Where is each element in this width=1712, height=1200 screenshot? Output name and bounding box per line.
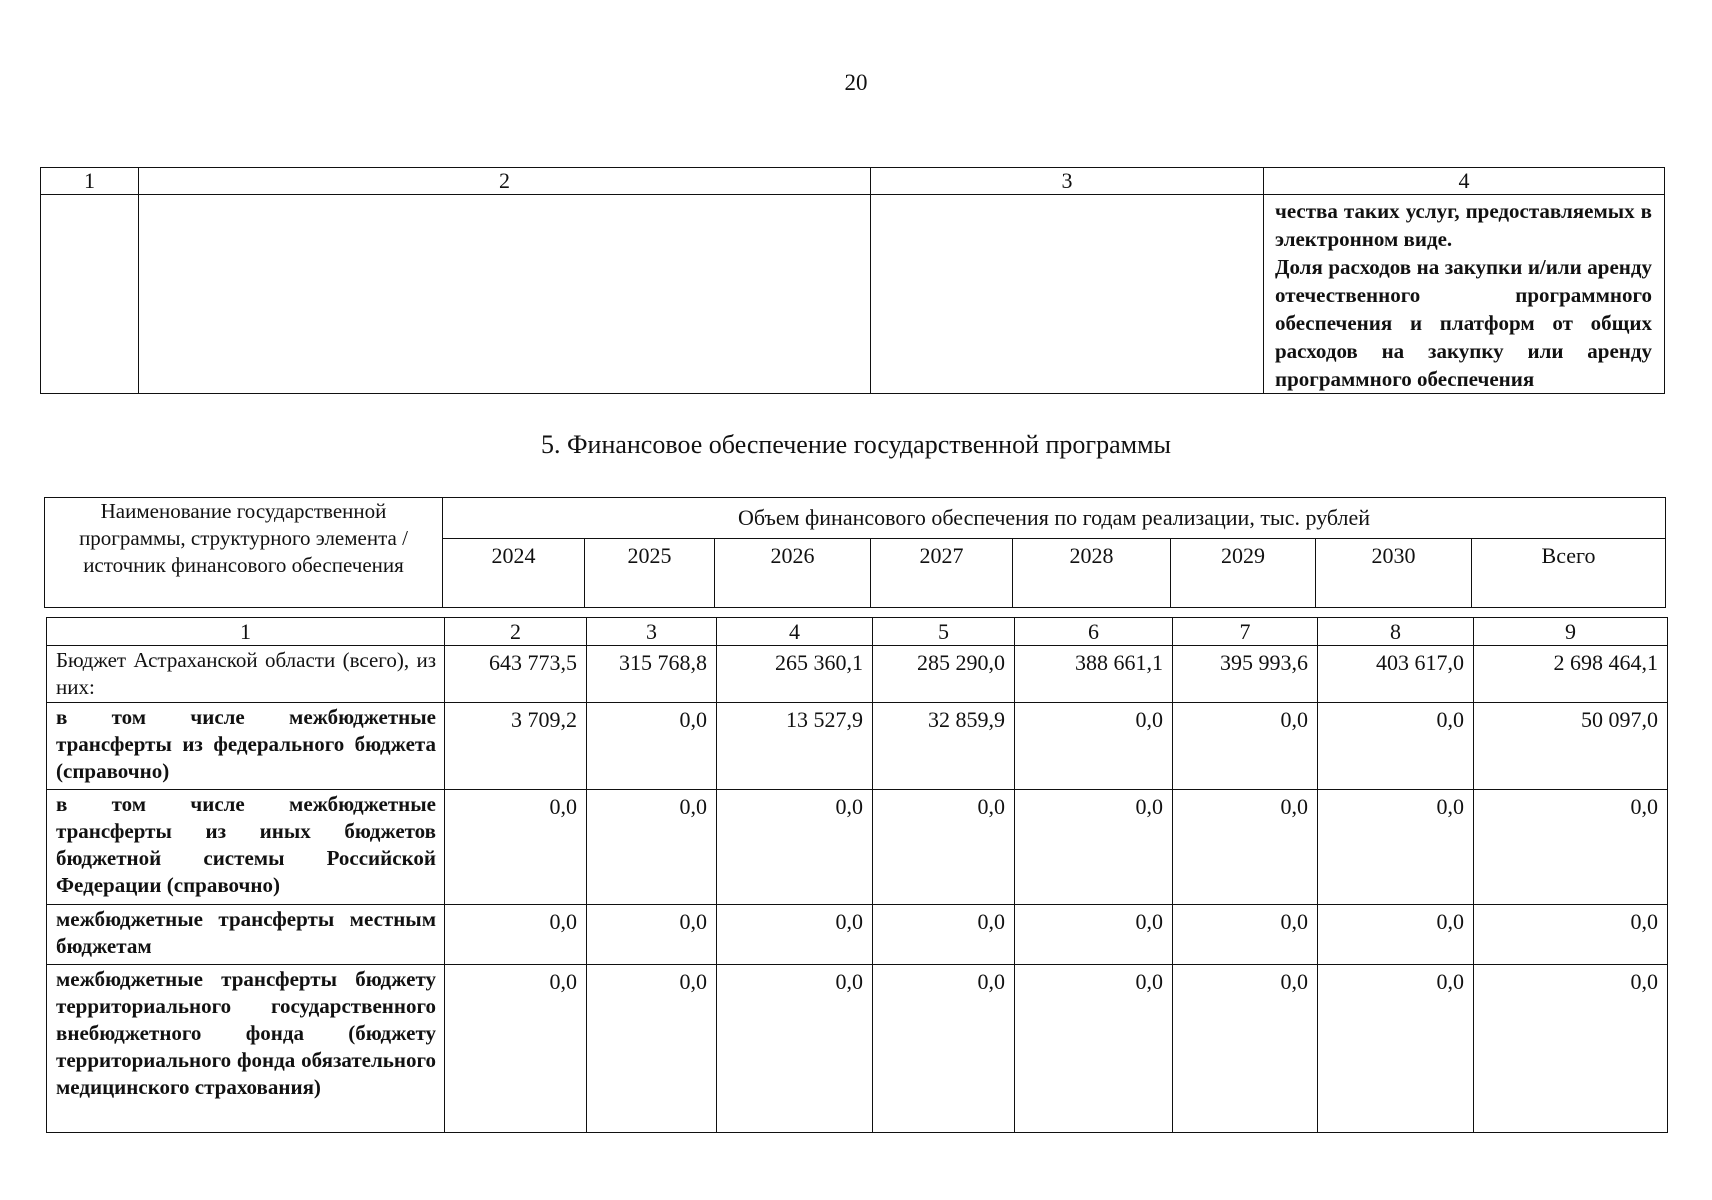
value-cell: 0,0: [1173, 905, 1318, 965]
continuation-row: [41, 195, 1665, 394]
indicator-text: Доля расходов на закупки и/или аренду отечественного программного обеспечения и платформ от общих расходов на закупку или аренду программного обеспечения: [1275, 255, 1652, 391]
section-heading: 5. Финансовое обеспечение государственной программы: [540, 430, 1172, 459]
row-label: в том числе межбюджетные трансферты из федерального бюджета (справочно): [47, 703, 445, 790]
year-header: 2027: [871, 539, 1013, 608]
column-number: 3: [587, 618, 717, 646]
value-cell: 643 773,5: [445, 646, 587, 703]
table-row: [47, 703, 1668, 790]
value-cell: 0,0: [873, 965, 1015, 1133]
indicator-text-fragment: чества таких услуг, предоставляемых в электронном виде.: [1275, 199, 1652, 251]
value-cell: 0,0: [1318, 905, 1474, 965]
value-cell: 50 097,0: [1474, 703, 1668, 790]
column-number: 2: [445, 618, 587, 646]
column-number-row: [41, 168, 1665, 195]
table-row: [47, 646, 1668, 703]
row-label: Бюджет Астраханской области (всего), из них:: [47, 646, 445, 703]
year-header: 2024: [443, 539, 585, 608]
value-cell: 0,0: [717, 965, 873, 1133]
value-cell: 265 360,1: [717, 646, 873, 703]
value-cell: 2 698 464,1: [1474, 646, 1668, 703]
value-cell: 0,0: [445, 790, 587, 905]
value-cell: 0,0: [1015, 703, 1173, 790]
value-cell: 0,0: [717, 790, 873, 905]
value-cell: 0,0: [1173, 790, 1318, 905]
year-header: 2028: [1013, 539, 1171, 608]
value-cell: 0,0: [1318, 965, 1474, 1133]
finance-data-table: [46, 617, 1668, 1133]
value-cell: 0,0: [1015, 965, 1173, 1133]
table-row: [47, 965, 1668, 1133]
column-number: 1: [41, 168, 139, 195]
continuation-table: [40, 167, 1665, 394]
value-cell: 0,0: [1173, 703, 1318, 790]
column-number: 4: [717, 618, 873, 646]
year-header: 2030: [1316, 539, 1472, 608]
year-header: Всего: [1472, 539, 1666, 608]
column-number: 3: [871, 168, 1264, 195]
value-cell: 0,0: [1474, 905, 1668, 965]
value-cell: 0,0: [873, 905, 1015, 965]
page-number: 20: [844, 70, 868, 95]
row-label: межбюджетные трансферты местным бюджетам: [47, 905, 445, 965]
column-number: 7: [1173, 618, 1318, 646]
value-cell: 0,0: [1474, 790, 1668, 905]
year-header: 2025: [585, 539, 715, 608]
empty-cell: [139, 195, 871, 394]
column-number: 6: [1015, 618, 1173, 646]
row-label: в том числе межбюджетные трансферты из иных бюджетов бюджетной системы Российской Федерации (справочно): [47, 790, 445, 905]
year-header: 2029: [1171, 539, 1316, 608]
value-cell: 0,0: [587, 905, 717, 965]
value-cell: 0,0: [1318, 790, 1474, 905]
value-cell: 0,0: [1474, 965, 1668, 1133]
value-cell: 0,0: [1015, 790, 1173, 905]
value-cell: 395 993,6: [1173, 646, 1318, 703]
table-row: [47, 905, 1668, 965]
value-cell: 0,0: [587, 703, 717, 790]
volume-header: Объем финансового обеспечения по годам реализации, тыс. рублей: [443, 498, 1666, 539]
empty-cell: [41, 195, 139, 394]
value-cell: 0,0: [873, 790, 1015, 905]
column-number: 2: [139, 168, 871, 195]
value-cell: 0,0: [445, 965, 587, 1133]
value-cell: 0,0: [1015, 905, 1173, 965]
year-header: 2026: [715, 539, 871, 608]
value-cell: 0,0: [1318, 703, 1474, 790]
column-number: 8: [1318, 618, 1474, 646]
column-number: 5: [873, 618, 1015, 646]
finance-header-table: [44, 497, 1666, 608]
value-cell: 0,0: [587, 790, 717, 905]
value-cell: 3 709,2: [445, 703, 587, 790]
value-cell: 403 617,0: [1318, 646, 1474, 703]
value-cell: 0,0: [1173, 965, 1318, 1133]
value-cell: 0,0: [717, 905, 873, 965]
value-cell: 315 768,8: [587, 646, 717, 703]
column-number: 9: [1474, 618, 1668, 646]
value-cell: 13 527,9: [717, 703, 873, 790]
value-cell: 388 661,1: [1015, 646, 1173, 703]
value-cell: 285 290,0: [873, 646, 1015, 703]
value-cell: 0,0: [445, 905, 587, 965]
column-number: 1: [47, 618, 445, 646]
row-label: межбюджетные трансферты бюджету территориального государственного внебюджетного фонда (бюджету территориального фонда обязательного медицинского страхования): [47, 965, 445, 1133]
column-number-row: [47, 618, 1668, 646]
table-row: [47, 790, 1668, 905]
column-number: 4: [1264, 168, 1665, 195]
value-cell: 32 859,9: [873, 703, 1015, 790]
value-cell: 0,0: [587, 965, 717, 1133]
indicator-text-cell: [1264, 195, 1665, 394]
empty-cell: [871, 195, 1264, 394]
name-column-header: Наименование государственной программы, структурного элемента / источник финансового обеспечения: [45, 498, 443, 608]
